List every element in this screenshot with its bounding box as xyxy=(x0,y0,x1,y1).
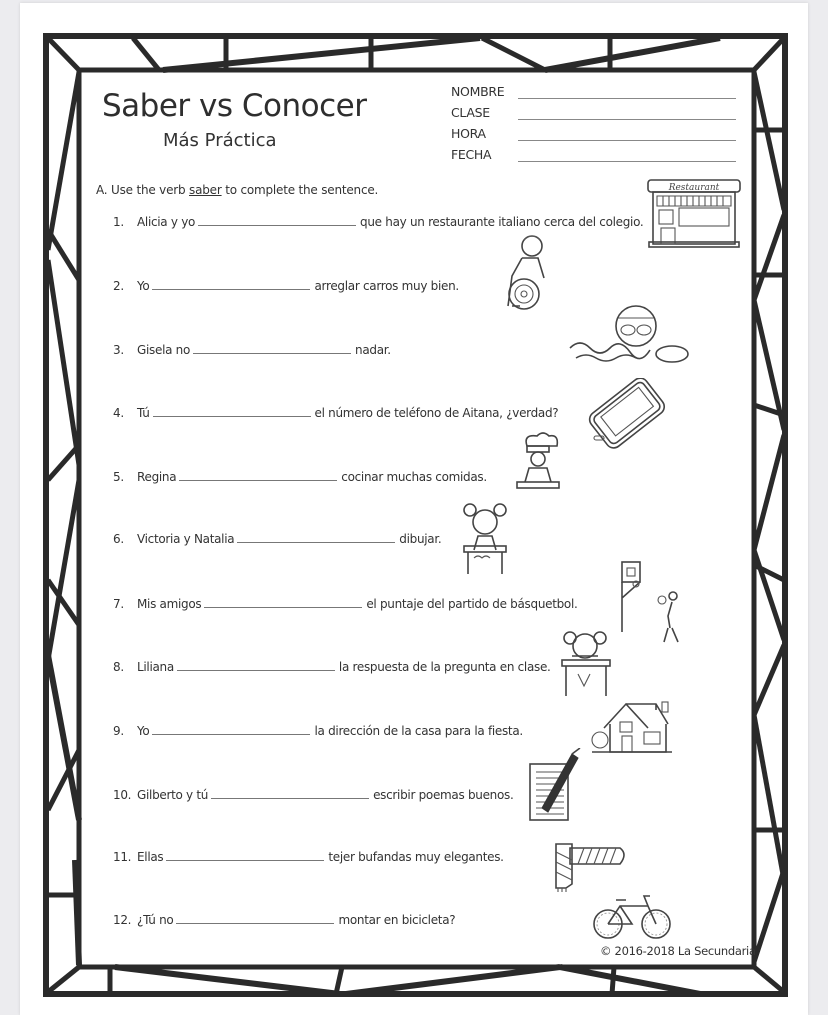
clase-field[interactable] xyxy=(451,105,741,125)
fecha-label: FECHA xyxy=(451,147,492,162)
question-number: 5. xyxy=(113,470,124,484)
restaurant-icon xyxy=(645,178,743,250)
girl-drawing-icon xyxy=(460,500,510,576)
question-number: 4. xyxy=(113,406,124,420)
clase-label: CLASE xyxy=(451,105,490,120)
clase-line[interactable] xyxy=(518,119,736,120)
answer-blank-3[interactable] xyxy=(193,352,351,354)
hora-line[interactable] xyxy=(518,140,736,141)
swimmer-icon xyxy=(566,302,692,372)
question-6 xyxy=(113,532,441,546)
smartphone-icon xyxy=(580,378,676,454)
question-8 xyxy=(113,660,551,674)
question-12 xyxy=(113,913,455,927)
question-after: arreglar carros muy bien. xyxy=(314,279,459,293)
question-before: Alicia y yo xyxy=(137,215,196,229)
nombre-label: NOMBRE xyxy=(451,84,505,99)
basketball-hoop-and-player-icon xyxy=(618,560,688,646)
question-before: Mis amigos xyxy=(137,597,202,611)
girl-at-desk-icon xyxy=(558,626,614,698)
hora-label: HORA xyxy=(451,126,486,141)
pen-and-paper-icon xyxy=(528,748,584,822)
question-number: 3. xyxy=(113,343,124,357)
question-number: 10. xyxy=(113,788,132,802)
hora-field[interactable] xyxy=(451,126,741,146)
answer-blank-5[interactable] xyxy=(179,479,337,481)
question-1 xyxy=(113,215,643,229)
fecha-field[interactable] xyxy=(451,147,741,167)
answer-blank-2[interactable] xyxy=(152,288,310,290)
instruction-suffix: to complete the sentence. xyxy=(221,183,379,197)
question-number: 12. xyxy=(113,913,132,927)
answer-blank-8[interactable] xyxy=(177,669,335,671)
question-after: tejer bufandas muy elegantes. xyxy=(328,850,504,864)
question-before: Yo xyxy=(137,724,150,738)
fecha-line[interactable] xyxy=(518,161,736,162)
question-2 xyxy=(113,279,459,293)
scarf-icon xyxy=(548,838,628,894)
instruction-prefix: A. Use the verb xyxy=(96,183,190,197)
question-after: montar en bicicleta? xyxy=(338,913,456,927)
question-number: 8. xyxy=(113,660,124,674)
question-number: 6. xyxy=(113,532,124,546)
question-before: ¿Tú no xyxy=(137,913,174,927)
question-before: Yo xyxy=(137,279,150,293)
answer-blank-9[interactable] xyxy=(152,733,310,735)
question-before: Gisela no xyxy=(137,343,191,357)
question-before: Regina xyxy=(137,470,177,484)
question-after: escribir poemas buenos. xyxy=(373,788,514,802)
question-number: 1. xyxy=(113,215,124,229)
answer-blank-4[interactable] xyxy=(153,415,311,417)
answer-blank-11[interactable] xyxy=(166,859,324,861)
question-number: 11. xyxy=(113,850,132,864)
question-after: dibujar. xyxy=(399,532,442,546)
worksheet-subtitle: Más Práctica xyxy=(163,130,277,151)
instruction-verb: saber xyxy=(189,183,222,197)
chef-cooking-icon xyxy=(513,432,563,492)
question-number: 7. xyxy=(113,597,124,611)
question-11 xyxy=(113,850,504,864)
nombre-field[interactable] xyxy=(451,84,741,104)
bicycle-icon xyxy=(592,892,672,942)
question-3 xyxy=(113,343,391,357)
question-9 xyxy=(113,724,523,738)
answer-blank-1[interactable] xyxy=(198,224,356,226)
question-before: Tú xyxy=(137,406,150,420)
copyright-notice: © 2016-2018 La Secundaria xyxy=(600,944,756,958)
question-4 xyxy=(113,406,558,420)
question-5 xyxy=(113,470,487,484)
section-a-instruction xyxy=(96,183,378,197)
question-before: Ellas xyxy=(137,850,164,864)
question-number: 2. xyxy=(113,279,124,293)
answer-blank-6[interactable] xyxy=(237,541,395,543)
answer-blank-7[interactable] xyxy=(204,606,362,608)
question-after: el número de teléfono de Aitana, ¿verdad? xyxy=(314,406,559,420)
question-number: 9. xyxy=(113,724,124,738)
question-before: Gilberto y tú xyxy=(137,788,209,802)
question-before: Victoria y Natalia xyxy=(137,532,235,546)
restaurant-sign-text: Restaurant xyxy=(668,183,720,193)
mechanic-with-tire-icon xyxy=(504,232,554,314)
question-after: la dirección de la casa para la fiesta. xyxy=(314,724,523,738)
question-7 xyxy=(113,597,578,611)
answer-blank-12[interactable] xyxy=(176,922,334,924)
question-after: que hay un restaurante italiano cerca del colegio. xyxy=(360,215,644,229)
house-icon xyxy=(590,700,674,756)
answer-blank-10[interactable] xyxy=(211,797,369,799)
question-after: el puntaje del partido de básquetbol. xyxy=(366,597,578,611)
question-after: cocinar muchas comidas. xyxy=(341,470,487,484)
question-after: la respuesta de la pregunta en clase. xyxy=(338,660,551,674)
worksheet-title: Saber vs Conocer xyxy=(102,88,367,124)
nombre-line[interactable] xyxy=(518,98,736,99)
question-before: Liliana xyxy=(137,660,174,674)
question-10 xyxy=(113,788,513,802)
question-after: nadar. xyxy=(355,343,391,357)
